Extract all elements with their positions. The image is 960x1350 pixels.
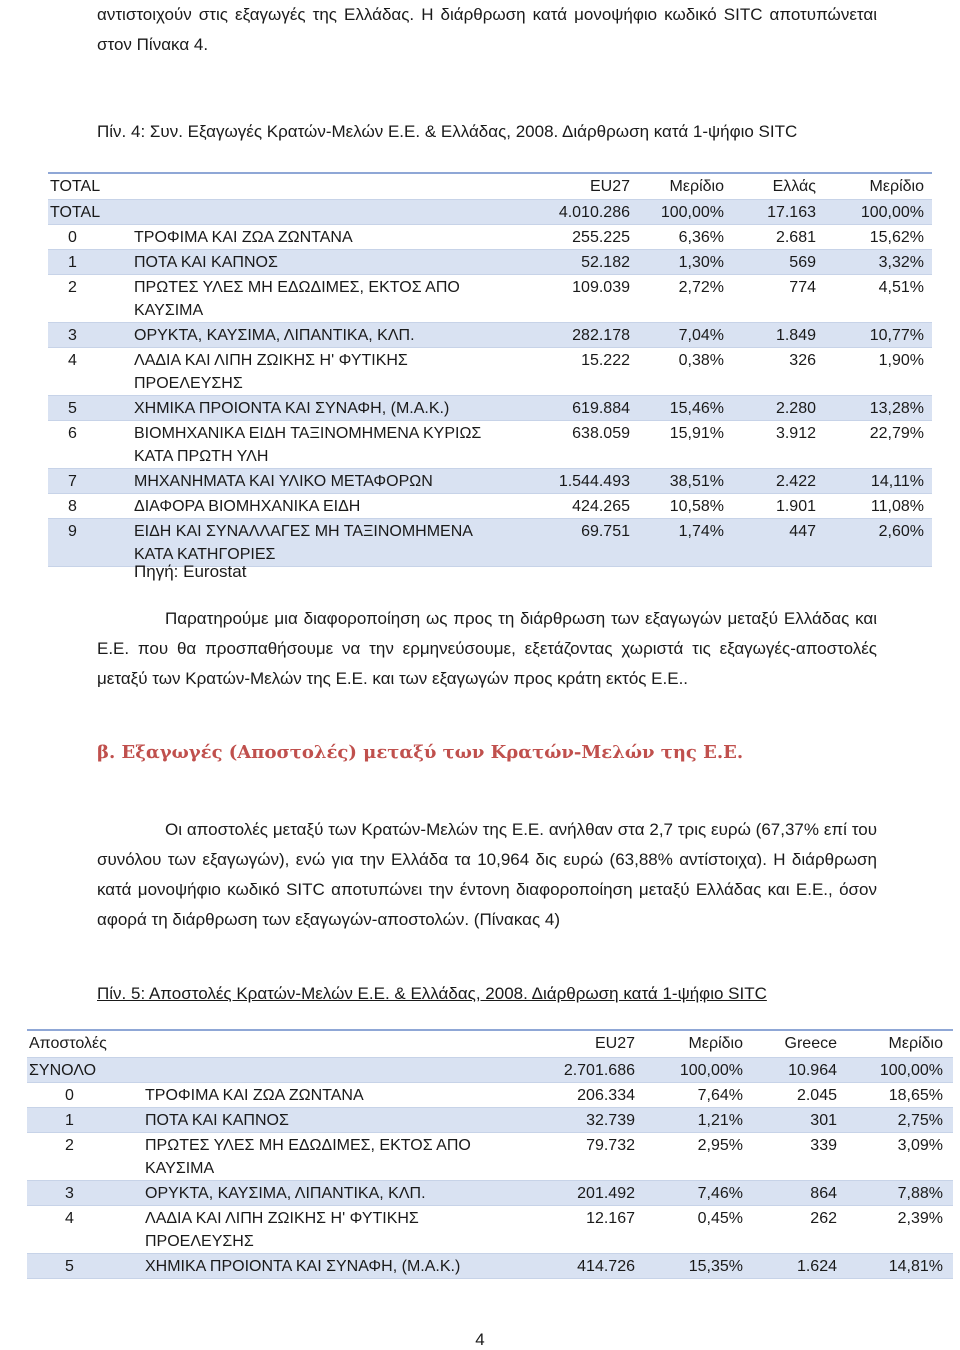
table5-header-greece: Greece bbox=[784, 1035, 837, 1052]
row-name: ΟΡΥΚΤΑ, ΚΑΥΣΙΜΑ, ΛΙΠΑΝΤΙΚΑ, ΚΛΠ. bbox=[134, 327, 415, 344]
row-greece-share: 14,81% bbox=[888, 1258, 943, 1275]
row-eu-share: 15,46% bbox=[669, 400, 724, 417]
table5-header-eu: EU27 bbox=[594, 1035, 635, 1052]
row-eu-share: 0,38% bbox=[678, 352, 724, 369]
row-name: ΧΗΜΙΚΑ ΠΡΟΙΟΝΤΑ ΚΑΙ ΣΥΝΑΦΗ, (Μ.Α.Κ.) bbox=[134, 400, 450, 417]
table4-header-greece: Ελλάς bbox=[772, 178, 816, 195]
table-row bbox=[48, 323, 932, 348]
row-name: ΠΡΩΤΕΣ ΥΛΕΣ ΜΗ ΕΔΩΔΙΜΕΣ, ΕΚΤΟΣ ΑΠΟ ΚΑΥΣΙΜΑ bbox=[134, 279, 460, 319]
row-eu-value: 79.732 bbox=[586, 1137, 635, 1154]
table4-header-eu: EU27 bbox=[589, 178, 630, 195]
row-code: 2 bbox=[65, 1137, 74, 1154]
table-row bbox=[27, 1206, 953, 1254]
row-code: 8 bbox=[68, 498, 77, 515]
row-eu-share: 10,58% bbox=[669, 498, 724, 515]
row-greece-share: 1,90% bbox=[878, 352, 924, 369]
row-eu-value: 414.726 bbox=[577, 1258, 635, 1275]
table5-header-share1: Μερίδιο bbox=[688, 1035, 743, 1052]
table5-total-row bbox=[27, 1058, 953, 1083]
table5-total-share1: 100,00% bbox=[679, 1062, 743, 1079]
table-row bbox=[48, 519, 932, 567]
row-code: 2 bbox=[68, 279, 77, 296]
row-eu-value: 52.182 bbox=[581, 254, 630, 271]
row-code: 0 bbox=[65, 1087, 74, 1104]
row-eu-value: 32.739 bbox=[586, 1112, 635, 1129]
row-greece-value: 339 bbox=[810, 1137, 837, 1154]
table4-total-row bbox=[48, 200, 932, 225]
row-greece-value: 1.624 bbox=[796, 1258, 837, 1275]
table5-total-greece: 10.964 bbox=[788, 1062, 837, 1079]
table-row bbox=[48, 348, 932, 396]
paragraph-1-text: Παρατηρούμε μια διαφοροποίηση ως προς τη διάρθρωση των εξαγωγών μεταξύ Ελλάδας και Ε.Ε. που θα προσπαθήσουμε να την ερμηνεύσουμε, εξετάζοντας χωριστά τις εξαγωγές-αποστολές μεταξύ των Κρατών-Μελών της Ε.Ε. και των εξαγωγών προς κράτη εκτός Ε.Ε.. bbox=[97, 609, 877, 688]
row-greece-share: 7,88% bbox=[897, 1185, 943, 1202]
row-code: 5 bbox=[68, 400, 77, 417]
row-greece-value: 3.912 bbox=[775, 425, 816, 442]
row-eu-value: 1.544.493 bbox=[558, 473, 630, 490]
row-greece-share: 2,39% bbox=[897, 1210, 943, 1227]
page-number: 4 bbox=[475, 1330, 485, 1349]
row-code: 7 bbox=[68, 473, 77, 490]
table4-header-share1: Μερίδιο bbox=[669, 178, 724, 195]
row-eu-share: 2,72% bbox=[678, 279, 724, 296]
row-greece-value: 2.280 bbox=[775, 400, 816, 417]
row-greece-value: 447 bbox=[789, 523, 816, 540]
paragraph-2-text: Οι αποστολές μεταξύ των Κρατών-Μελών της Ε.Ε. ανήλθαν στα 2,7 τρις ευρώ (67,37% επί του συνόλου των εξαγωγών), ενώ για την Ελλάδα τα 10,964 δις ευρώ (63,88% αντίστοιχα). Η διάρθρωση κατά μονοψήφιο κωδικό SITC αποτυπώνει την έντονη διαφοροποίηση μεταξύ Ελλάδας και Ε.Ε., όσον αφορά τη διάρθρωση των εξαγωγών-αποστολών. (Πίνακας 4) bbox=[97, 820, 877, 929]
row-code: 3 bbox=[65, 1185, 74, 1202]
row-greece-value: 2.681 bbox=[775, 229, 816, 246]
row-greece-share: 18,65% bbox=[888, 1087, 943, 1104]
section-heading: β. Εξαγωγές (Αποστολές) μεταξύ των Κρατών-Μελών της Ε.Ε. bbox=[97, 742, 744, 763]
row-eu-share: 2,95% bbox=[697, 1137, 743, 1154]
row-eu-value: 282.178 bbox=[572, 327, 630, 344]
intro-text: αντιστοιχούν στις εξαγωγές της Ελλάδας. Η διάρθρωση κατά μονοψήφιο κωδικό SITC αποτυπώνεται στον Πίνακα 4. bbox=[97, 5, 877, 54]
row-code: 4 bbox=[65, 1210, 74, 1227]
row-eu-value: 255.225 bbox=[572, 229, 630, 246]
row-greece-value: 1.901 bbox=[775, 498, 816, 515]
table4-caption: Πίν. 4: Συν. Εξαγωγές Κρατών-Μελών Ε.Ε. & Ελλάδας, 2008. Διάρθρωση κατά 1-ψήφιο SITC bbox=[97, 122, 798, 141]
row-code: 1 bbox=[68, 254, 77, 271]
row-name: ΠΟΤΑ ΚΑΙ ΚΑΠΝΟΣ bbox=[145, 1112, 289, 1129]
row-eu-value: 15.222 bbox=[581, 352, 630, 369]
row-eu-share: 0,45% bbox=[697, 1210, 743, 1227]
paragraph-1 bbox=[97, 604, 877, 694]
row-eu-value: 201.492 bbox=[577, 1185, 635, 1202]
row-code: 3 bbox=[68, 327, 77, 344]
row-greece-share: 2,60% bbox=[878, 523, 924, 540]
row-eu-share: 38,51% bbox=[669, 473, 724, 490]
row-code: 9 bbox=[68, 523, 77, 540]
row-greece-share: 15,62% bbox=[869, 229, 924, 246]
table5-header-row bbox=[27, 1029, 953, 1058]
row-code: 1 bbox=[65, 1112, 74, 1129]
table-row bbox=[48, 275, 932, 323]
row-name: ΒΙΟΜΗΧΑΝΙΚΑ ΕΙΔΗ ΤΑΞΙΝΟΜΗΜΕΝΑ ΚΥΡΙΩΣ ΚΑΤΑ ΠΡΩΤΗ ΥΛΗ bbox=[134, 425, 482, 465]
row-greece-share: 14,11% bbox=[870, 473, 924, 490]
row-greece-value: 864 bbox=[810, 1185, 837, 1202]
table-row bbox=[27, 1181, 953, 1206]
row-code: 0 bbox=[68, 229, 77, 246]
row-greece-share: 10,77% bbox=[869, 327, 924, 344]
table4 bbox=[48, 172, 932, 567]
row-name: ΜΗΧΑΝΗΜΑΤΑ ΚΑΙ ΥΛΙΚΟ ΜΕΤΑΦΟΡΩΝ bbox=[134, 473, 433, 490]
row-code: 4 bbox=[68, 352, 77, 369]
row-eu-share: 1,21% bbox=[697, 1112, 743, 1129]
table-row bbox=[48, 494, 932, 519]
table4-total-share1: 100,00% bbox=[660, 204, 724, 221]
table4-header-label: TOTAL bbox=[50, 178, 101, 195]
row-greece-share: 3,32% bbox=[878, 254, 924, 271]
table5-total-share2: 100,00% bbox=[879, 1062, 943, 1079]
row-greece-value: 301 bbox=[810, 1112, 837, 1129]
table4-total-eu: 4.010.286 bbox=[558, 204, 630, 221]
row-eu-share: 15,91% bbox=[669, 425, 724, 442]
row-eu-value: 638.059 bbox=[572, 425, 630, 442]
row-greece-share: 22,79% bbox=[869, 425, 924, 442]
table5-header-label: Αποστολές bbox=[29, 1035, 107, 1052]
row-greece-value: 326 bbox=[789, 352, 816, 369]
table4-header-share2: Μερίδιο bbox=[869, 178, 924, 195]
row-name: ΛΑΔΙΑ ΚΑΙ ΛΙΠΗ ΖΩΙΚΗΣ Η' ΦΥΤΙΚΗΣ ΠΡΟΕΛΕΥΣΗΣ bbox=[134, 352, 408, 392]
row-greece-share: 11,08% bbox=[870, 498, 924, 515]
table-row bbox=[48, 396, 932, 421]
table5-total-label: ΣΥΝΟΛΟ bbox=[29, 1062, 97, 1079]
row-greece-value: 2.422 bbox=[775, 473, 816, 490]
row-eu-value: 619.884 bbox=[572, 400, 630, 417]
row-name: ΠΡΩΤΕΣ ΥΛΕΣ ΜΗ ΕΔΩΔΙΜΕΣ, ΕΚΤΟΣ ΑΠΟ ΚΑΥΣΙΜΑ bbox=[145, 1137, 471, 1177]
row-eu-share: 15,35% bbox=[688, 1258, 743, 1275]
table4-header-row bbox=[48, 172, 932, 200]
table5-header-share2: Μερίδιο bbox=[888, 1035, 943, 1052]
row-greece-value: 1.849 bbox=[775, 327, 816, 344]
row-eu-share: 1,30% bbox=[678, 254, 724, 271]
row-name: ΤΡΟΦΙΜΑ ΚΑΙ ΖΩΑ ΖΩΝΤΑΝΑ bbox=[134, 229, 353, 246]
table-row bbox=[48, 421, 932, 469]
table5-total-eu: 2.701.686 bbox=[563, 1062, 635, 1079]
row-eu-value: 424.265 bbox=[572, 498, 630, 515]
row-name: ΟΡΥΚΤΑ, ΚΑΥΣΙΜΑ, ΛΙΠΑΝΤΙΚΑ, ΚΛΠ. bbox=[145, 1185, 426, 1202]
row-eu-share: 7,04% bbox=[678, 327, 724, 344]
row-name: ΠΟΤΑ ΚΑΙ ΚΑΠΝΟΣ bbox=[134, 254, 278, 271]
row-eu-value: 69.751 bbox=[581, 523, 630, 540]
table-row bbox=[27, 1108, 953, 1133]
row-name: ΧΗΜΙΚΑ ΠΡΟΙΟΝΤΑ ΚΑΙ ΣΥΝΑΦΗ, (Μ.Α.Κ.) bbox=[145, 1258, 461, 1275]
row-name: ΕΙΔΗ ΚΑΙ ΣΥΝΑΛΛΑΓΕΣ ΜΗ ΤΑΞΙΝΟΜΗΜΕΝΑ ΚΑΤΑ ΚΑΤΗΓΟΡΙΕΣ bbox=[134, 523, 473, 563]
paragraph-2 bbox=[97, 815, 877, 935]
row-code: 6 bbox=[68, 425, 77, 442]
row-code: 5 bbox=[65, 1258, 74, 1275]
row-greece-value: 2.045 bbox=[796, 1087, 837, 1104]
row-name: ΔΙΑΦΟΡΑ ΒΙΟΜΗΧΑΝΙΚΑ ΕΙΔΗ bbox=[134, 498, 361, 515]
row-greece-value: 774 bbox=[789, 279, 816, 296]
row-eu-share: 6,36% bbox=[678, 229, 724, 246]
table-row bbox=[27, 1083, 953, 1108]
table-row bbox=[27, 1254, 953, 1279]
table4-total-label: TOTAL bbox=[50, 204, 101, 221]
row-name: ΤΡΟΦΙΜΑ ΚΑΙ ΖΩΑ ΖΩΝΤΑΝΑ bbox=[145, 1087, 364, 1104]
row-greece-share: 3,09% bbox=[897, 1137, 943, 1154]
table-row bbox=[48, 469, 932, 494]
row-eu-share: 7,46% bbox=[697, 1185, 743, 1202]
row-greece-share: 2,75% bbox=[897, 1112, 943, 1129]
row-greece-share: 4,51% bbox=[878, 279, 924, 296]
row-eu-value: 206.334 bbox=[577, 1087, 635, 1104]
table5-caption: Πίν. 5: Αποστολές Κρατών-Μελών Ε.Ε. & Ελλάδας, 2008. Διάρθρωση κατά 1-ψήφιο SITC bbox=[97, 984, 767, 1003]
row-name: ΛΑΔΙΑ ΚΑΙ ΛΙΠΗ ΖΩΙΚΗΣ Η' ΦΥΤΙΚΗΣ ΠΡΟΕΛΕΥΣΗΣ bbox=[145, 1210, 419, 1250]
row-greece-value: 262 bbox=[810, 1210, 837, 1227]
table4-source: Πηγή: Eurostat bbox=[134, 562, 247, 581]
row-eu-value: 109.039 bbox=[572, 279, 630, 296]
table-row bbox=[48, 225, 932, 250]
table4-total-greece: 17.163 bbox=[767, 204, 816, 221]
table4-total-share2: 100,00% bbox=[860, 204, 924, 221]
table-row bbox=[27, 1133, 953, 1181]
row-eu-share: 7,64% bbox=[697, 1087, 743, 1104]
row-greece-value: 569 bbox=[789, 254, 816, 271]
table5 bbox=[27, 1029, 953, 1279]
row-eu-value: 12.167 bbox=[586, 1210, 635, 1227]
row-eu-share: 1,74% bbox=[678, 523, 724, 540]
table-row bbox=[48, 250, 932, 275]
row-greece-share: 13,28% bbox=[869, 400, 924, 417]
